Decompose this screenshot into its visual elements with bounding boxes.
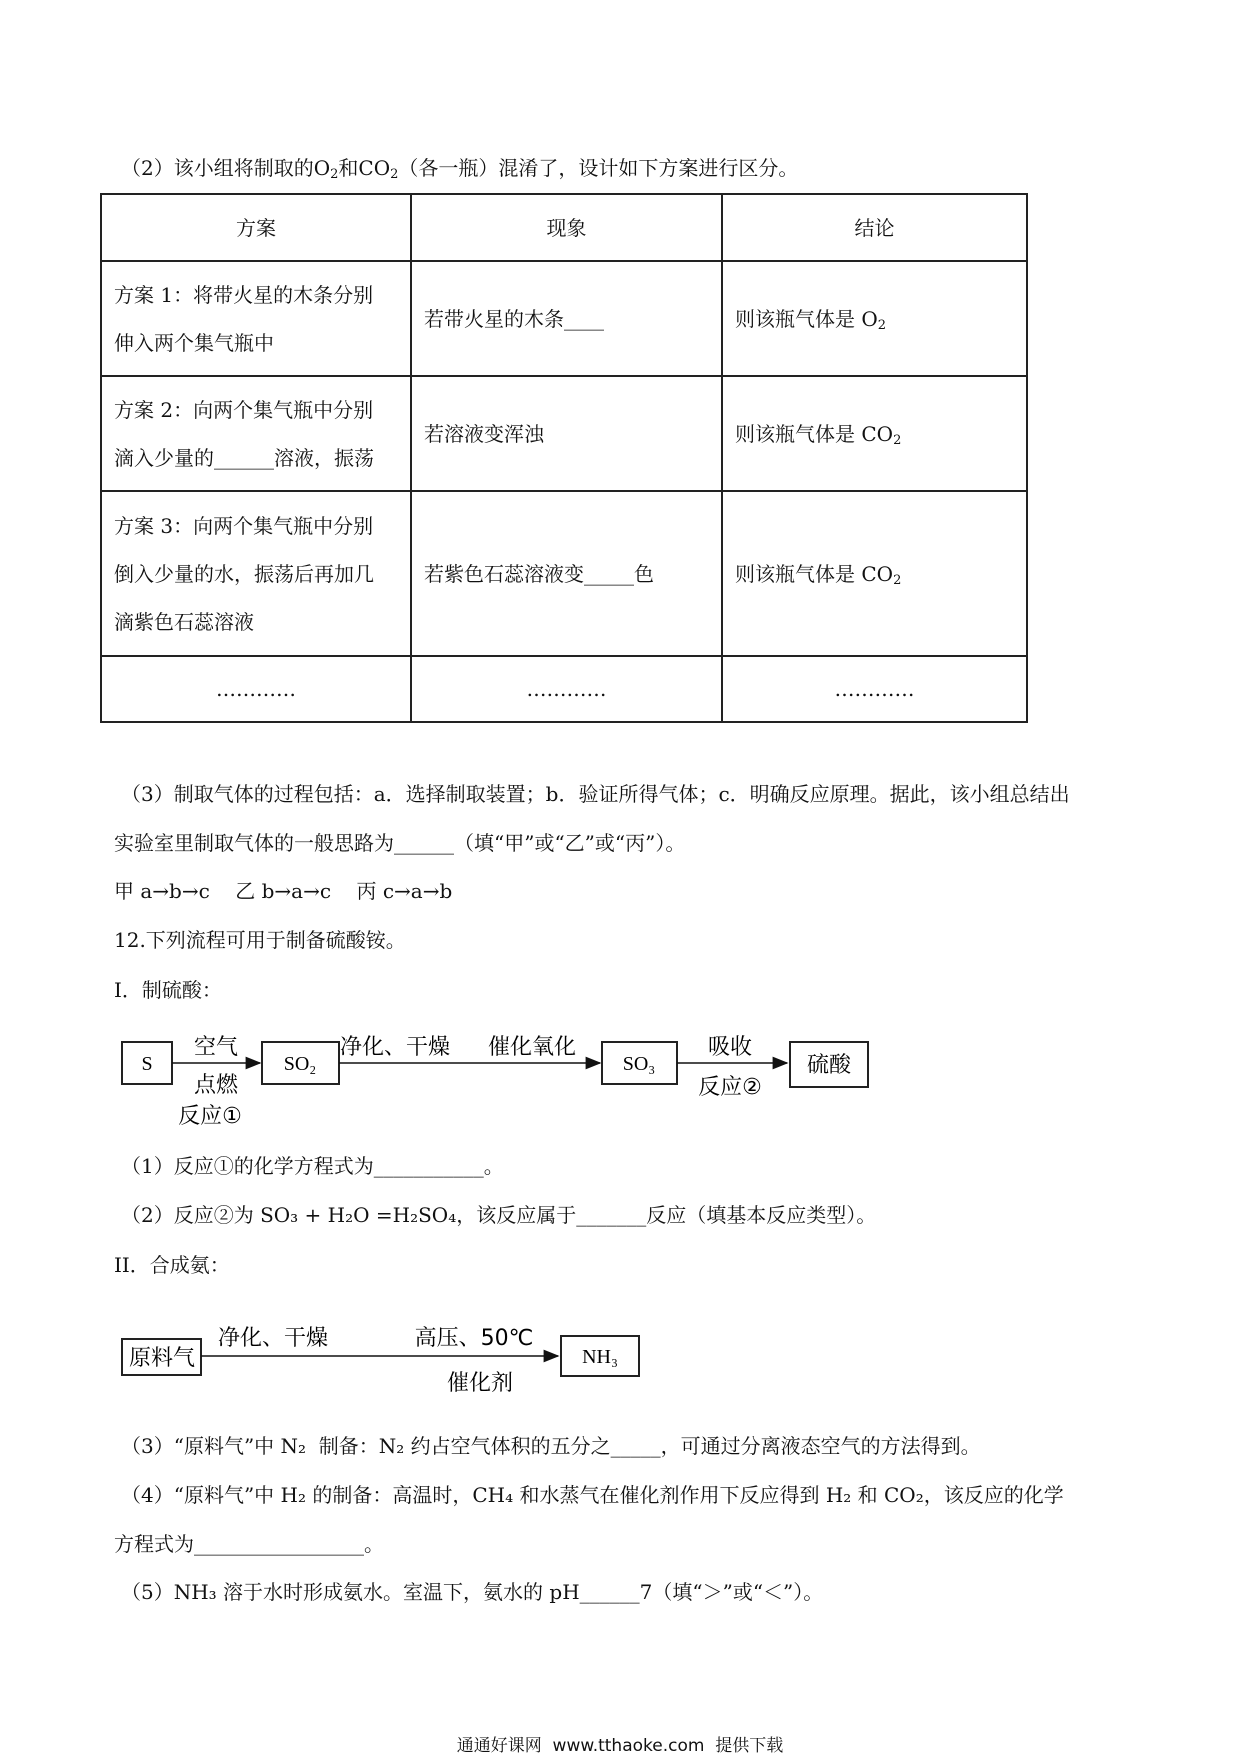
- table-row: [101, 261, 1027, 376]
- question-12-title: 12.下列流程可用于制备硫酸铵。: [114, 928, 406, 952]
- sub-question-5: （5）NH₃ 溶于水时形成氨水。室温下，氨水的 pH______7（填“＞”或“＜”）。: [121, 1580, 824, 1604]
- conclusion-cell: [722, 376, 1027, 491]
- table-row: [101, 656, 1027, 722]
- and-text: 和: [338, 156, 359, 180]
- plan-line: 方案 1：将带火星的木条分别: [114, 282, 374, 307]
- ammonia-flowchart: [110, 1310, 670, 1410]
- sub-question-4-line2: 方程式为_________________。: [114, 1532, 384, 1556]
- conclusion-text: 则该瓶气体是 CO: [735, 421, 894, 446]
- scheme-table: [100, 193, 1028, 723]
- co2-formula: CO: [358, 156, 391, 180]
- label-reaction-2: 反应②: [698, 1075, 762, 1100]
- sub-question-3: （3）“原料气”中 N₂ 制备：N₂ 约占空气体积的五分之_____，可通过分离液态空气的方法得到。: [121, 1434, 981, 1458]
- flowchart-1-svg: [100, 1020, 880, 1140]
- conclusion-cell: [722, 491, 1027, 656]
- plan-line: 方案 3：向两个集气瓶中分别: [114, 513, 374, 538]
- conclusion-subscript: 2: [893, 572, 902, 588]
- question-3-line2: 实验室里制取气体的一般思路为______（填“甲”或“乙”或“丙”）。: [114, 831, 686, 855]
- header-conclusion: 结论: [722, 194, 1027, 261]
- box-s-label: S: [141, 1053, 153, 1075]
- label-ignite: 点燃: [193, 1073, 239, 1098]
- plan-line: 方案 2：向两个集气瓶中分别: [114, 397, 374, 422]
- plan-line: 滴入少量的______溶液，振荡: [114, 445, 374, 470]
- header-phenomenon: 现象: [411, 194, 722, 261]
- table-row: [101, 491, 1027, 656]
- label-high-pressure: 高压、50℃: [414, 1326, 534, 1351]
- table-header-row: [101, 194, 1027, 261]
- plan-cell: [101, 491, 411, 656]
- conclusion-cell: …………: [722, 656, 1027, 722]
- phenomenon-cell: …………: [411, 656, 722, 722]
- plan-line: 滴紫色石蕊溶液: [114, 609, 254, 634]
- box-so3-label: SO₃: [622, 1053, 656, 1075]
- flowchart-2-svg: [110, 1310, 670, 1410]
- question-3-line1: （3）制取气体的过程包括：a．选择制取装置；b．验证所得气体；c．明确反应原理。据此，该小组总结出: [121, 782, 1070, 806]
- label-reaction-1: 反应①: [178, 1104, 242, 1129]
- label-air: 空气: [193, 1035, 239, 1060]
- co2-subscript: 2: [390, 167, 399, 182]
- o2-formula: O: [313, 156, 331, 180]
- o2-subscript: 2: [330, 167, 339, 182]
- label-purify-dry: 净化、干燥: [217, 1326, 329, 1351]
- box-sulfuric-acid-label: 硫酸: [806, 1053, 852, 1078]
- plan-cell: [101, 376, 411, 491]
- plan-line: 倒入少量的水，振荡后再加几: [114, 561, 374, 586]
- label-catalyst: 催化剂: [446, 1371, 514, 1396]
- part-1-heading: I．制硫酸：: [114, 978, 222, 1002]
- intro-text: （2）该小组将制取的: [121, 156, 314, 180]
- conclusion-text: 则该瓶气体是 O: [735, 306, 878, 331]
- part-2-heading: II．合成氨：: [114, 1253, 230, 1277]
- conclusion-subscript: 2: [877, 317, 887, 333]
- conclusion-cell: [722, 261, 1027, 376]
- sub-question-2: （2）反应②为 SO₃ + H₂O =H₂SO₄，该反应属于_______反应（填基本反应类型）。: [121, 1203, 877, 1227]
- box-raw-gas-label: 原料气: [128, 1346, 196, 1371]
- label-catalytic-oxidation: 催化氧化: [487, 1035, 577, 1060]
- plan-cell: [101, 261, 411, 376]
- label-purify: 净化、干燥: [339, 1035, 451, 1060]
- table-row: [101, 376, 1027, 491]
- conclusion-text: 则该瓶气体是 CO: [735, 561, 894, 586]
- page-footer: 通通好课网 www.tthaoke.com 提供下载: [456, 1736, 784, 1756]
- plan-line: 伸入两个集气瓶中: [114, 330, 274, 355]
- plan-cell: …………: [101, 656, 411, 722]
- question-2-intro: [121, 153, 798, 183]
- phenomenon-cell: 若紫色石蕊溶液变_____色: [411, 491, 722, 656]
- phenomenon-cell: 若溶液变浑浊: [411, 376, 722, 491]
- sub-question-4-line1: （4）“原料气”中 H₂ 的制备：高温时，CH₄ 和水蒸气在催化剂作用下反应得到 H₂ 和 CO₂，该反应的化学: [121, 1483, 1064, 1507]
- intro-text-end: （各一瓶）混淆了，设计如下方案进行区分。: [398, 156, 799, 180]
- phenomenon-cell: 若带火星的木条____: [411, 261, 722, 376]
- conclusion-subscript: 2: [893, 432, 902, 448]
- sub-question-1: （1）反应①的化学方程式为___________。: [121, 1154, 504, 1178]
- label-absorb: 吸收: [707, 1035, 753, 1060]
- box-so2-label: SO₂: [283, 1053, 317, 1075]
- question-3-options: 甲 a→b→c 乙 b→a→c 丙 c→a→b: [114, 879, 453, 903]
- box-nh3-label: NH₃: [582, 1346, 618, 1368]
- sulfuric-acid-flowchart: [100, 1020, 880, 1140]
- header-plan: 方案: [101, 194, 411, 261]
